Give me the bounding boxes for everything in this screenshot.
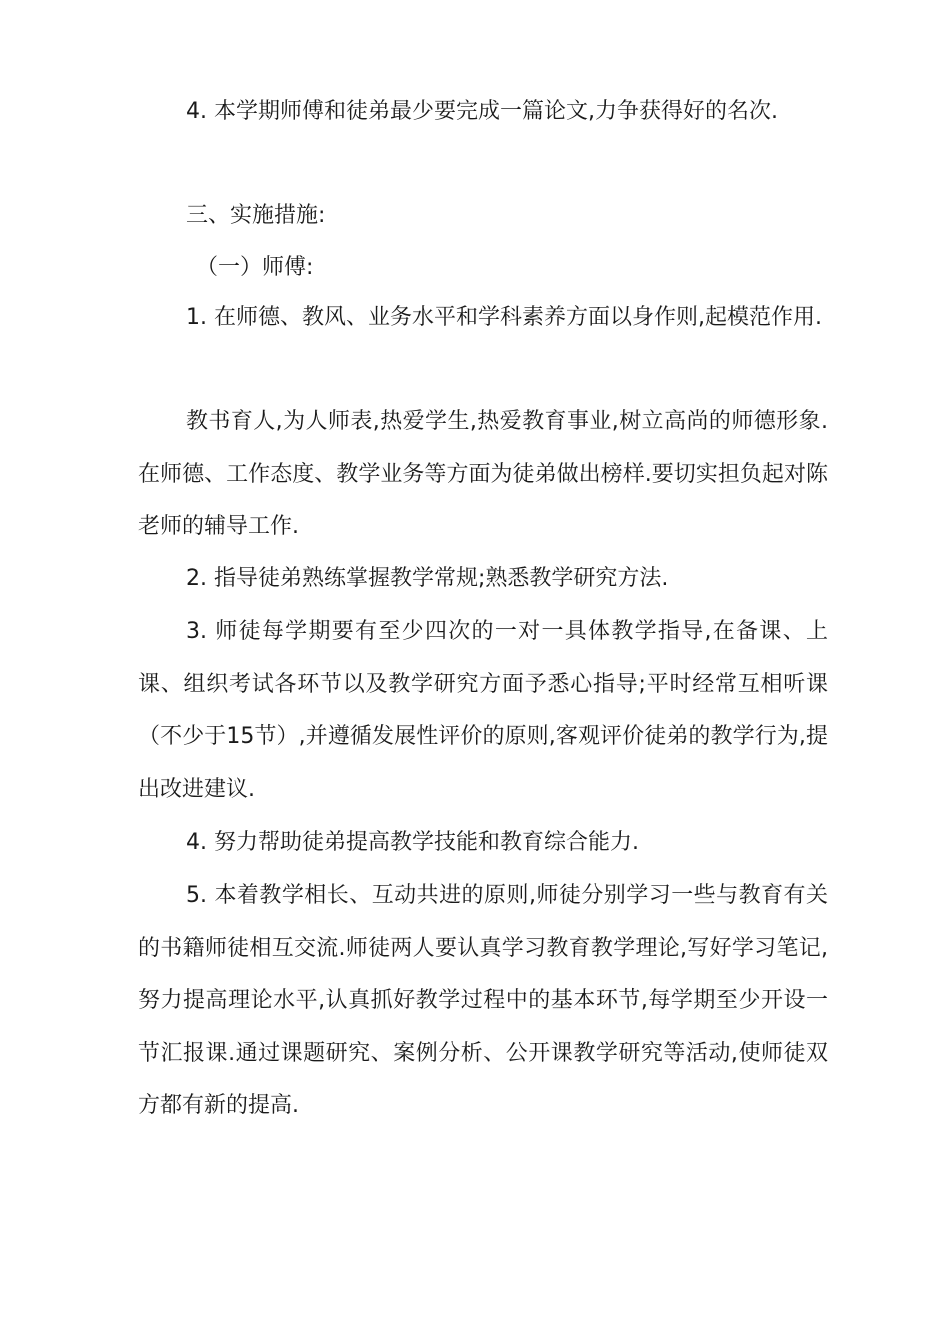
paragraph-item-3: 3. 师徒每学期要有至少四次的一对一具体教学指导,在备课、上课、组织考试各环节以及教学研究方面予悉心指导;平时经常互相听课（不少于15节）,并遵循发展性评价的原则,客观评价徒弟的教学行为,提出改进建议.: [138, 619, 828, 802]
paragraph-goal-4: 4. 本学期师傅和徒弟最少要完成一篇论文,力争获得好的名次.: [186, 99, 778, 124]
paragraph-item-4: 4. 努力帮助徒弟提高教学技能和教育综合能力.: [186, 830, 639, 855]
paragraph-item-2: 2. 指导徒弟熟练掌握教学常规;熟悉教学研究方法.: [186, 566, 669, 591]
paragraph-item-5: 5. 本着教学相长、互动共进的原则,师徒分别学习一些与教育有关的书籍师徒相互交流.师徒两人要认真学习教育教学理论,写好学习笔记,努力提高理论水平,认真抓好教学过程中的基本环节,每学期至少开设一节汇报课.通过课题研究、案例分析、公开课教学研究等活动,使师徒双方都有新的提高.: [138, 883, 828, 1118]
paragraph-item-1: 1. 在师德、教风、业务水平和学科素养方面以身作则,起模范作用.: [186, 305, 822, 330]
subsection-heading-mentor: （一）师傅:: [196, 255, 314, 280]
paragraph-item-1-detail: 教书育人,为人师表,热爱学生,热爱教育事业,树立高尚的师德形象.在师德、工作态度、教学业务等方面为徒弟做出榜样.要切实担负起对陈老师的辅导工作.: [138, 409, 828, 539]
section-heading-measures: 三、实施措施:: [186, 203, 326, 228]
